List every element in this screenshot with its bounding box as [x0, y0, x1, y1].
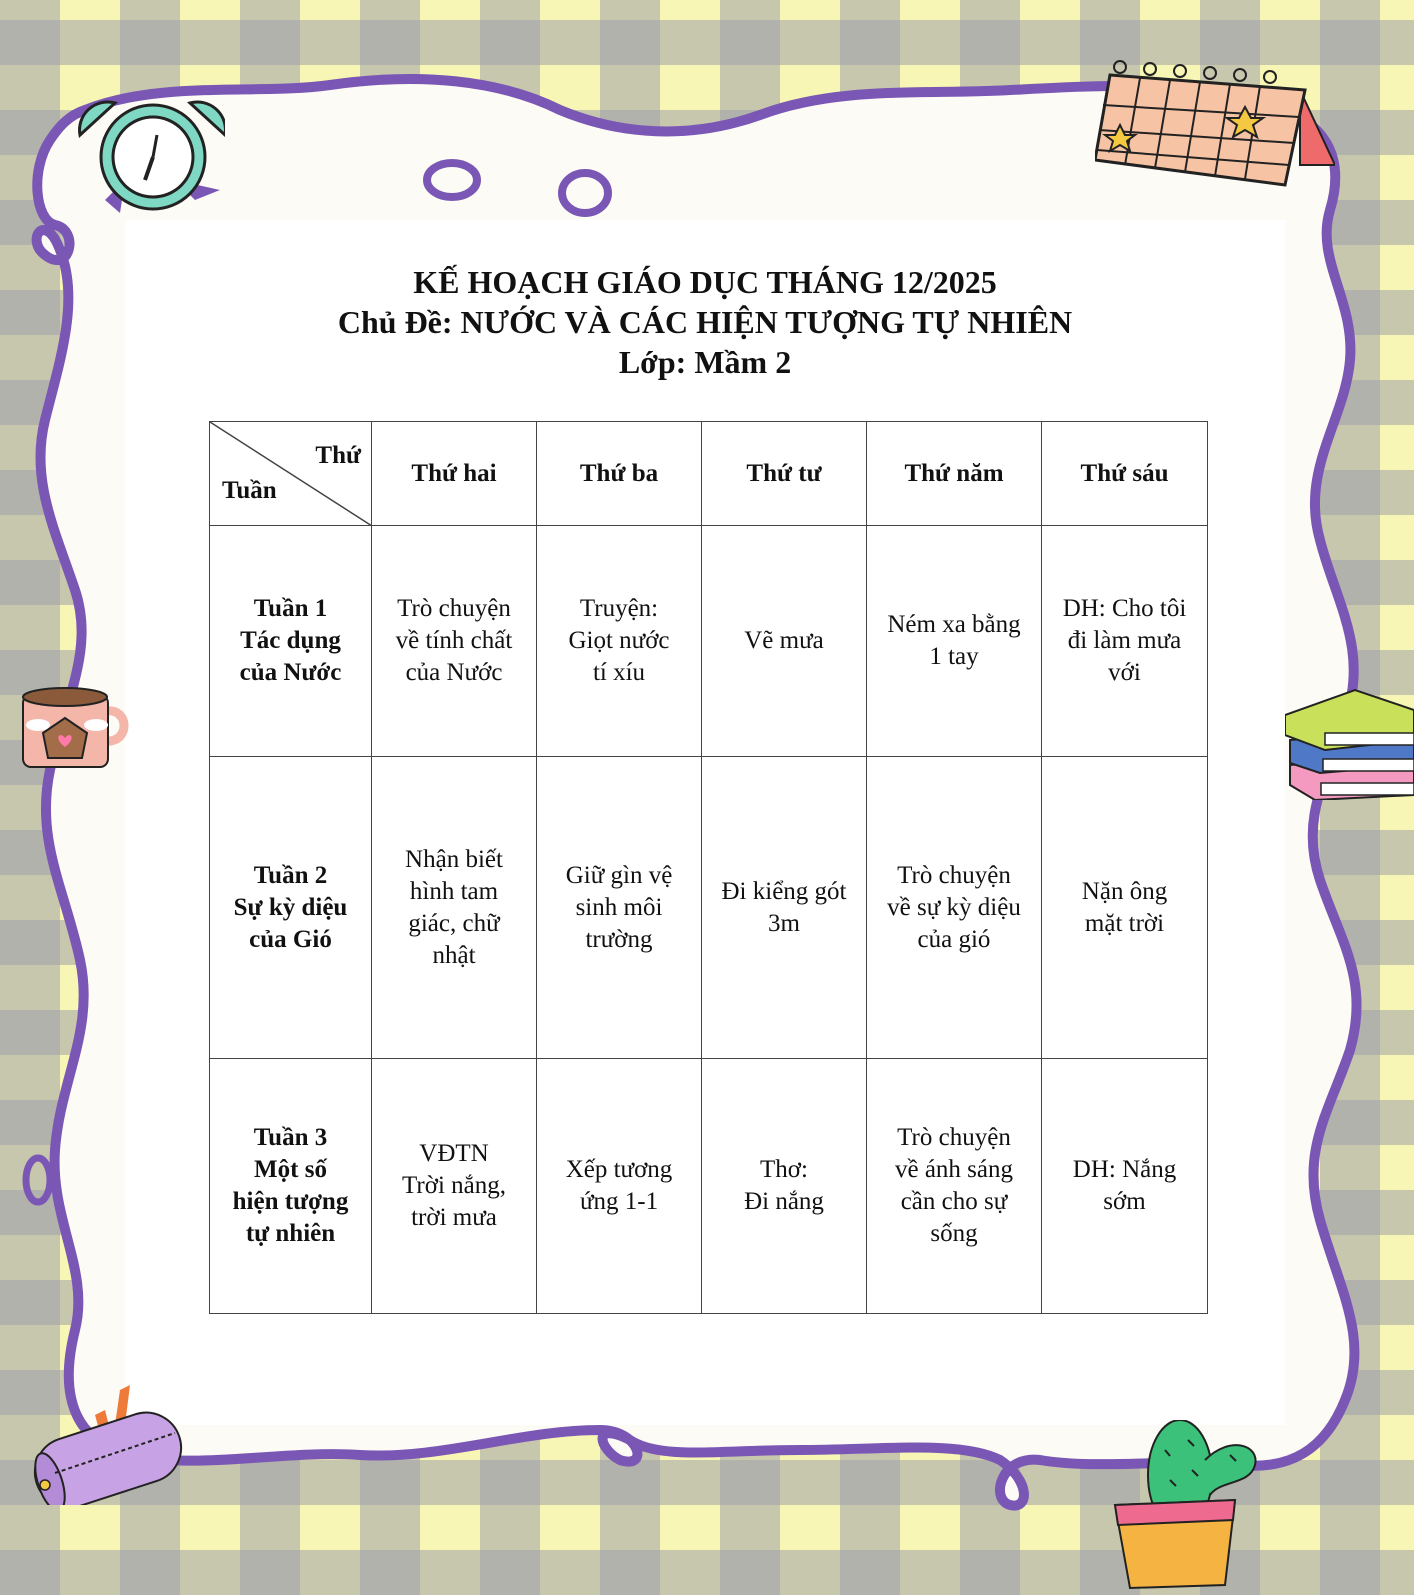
table-row [210, 1059, 1208, 1314]
schedule-table [209, 421, 1208, 1314]
corner-week-label: Tuần [222, 477, 277, 504]
alarm-clock-icon [75, 95, 225, 220]
day-header: Thứ năm [867, 422, 1042, 526]
day-header: Thứ tư [702, 422, 867, 526]
books-icon [1285, 685, 1414, 800]
table-row [210, 757, 1208, 1059]
activity-cell: DH: Cho tôi đi làm mưa với [1042, 526, 1208, 757]
pencil-case-icon [25, 1385, 190, 1505]
mug-icon [18, 683, 130, 771]
activity-cell: Nặn ông mặt trời [1042, 757, 1208, 1059]
activity-cell: Thơ: Đi nắng [702, 1059, 867, 1314]
cactus-icon [1110, 1420, 1275, 1590]
week-label: Tuần 1 Tác dụng của Nước [210, 526, 372, 757]
activity-cell: VĐTN Trời nắng, trời mưa [372, 1059, 537, 1314]
activity-cell: Đi kiểng gót 3m [702, 757, 867, 1059]
activity-cell: Trò chuyện về ánh sáng cần cho sự sống [867, 1059, 1042, 1314]
activity-cell: Ném xa bằng 1 tay [867, 526, 1042, 757]
week-label: Tuần 2 Sự kỳ diệu của Gió [210, 757, 372, 1059]
theme-title: Chủ Đề: NƯỚC VÀ CÁC HIỆN TƯỢNG TỰ NHIÊN [337, 304, 1073, 340]
corner-day-label: Thứ [315, 442, 361, 469]
plan-title: KẾ HOẠCH GIÁO DỤC THÁNG 12/2025 [413, 264, 997, 300]
activity-cell: Vẽ mưa [702, 526, 867, 757]
table-row [210, 526, 1208, 757]
day-header: Thứ sáu [1042, 422, 1208, 526]
activity-cell: Giữ gìn vệ sinh môi trường [537, 757, 702, 1059]
activity-cell: Trò chuyện về tính chất của Nước [372, 526, 537, 757]
diagonal-divider [210, 422, 372, 526]
class-title: Lớp: Mầm 2 [618, 344, 792, 380]
title-block [125, 262, 1285, 382]
activity-cell: DH: Nắng sớm [1042, 1059, 1208, 1314]
day-header: Thứ ba [537, 422, 702, 526]
activity-cell: Trò chuyện về sự kỳ diệu của gió [867, 757, 1042, 1059]
activity-cell: Xếp tương ứng 1-1 [537, 1059, 702, 1314]
day-header: Thứ hai [372, 422, 537, 526]
header-row [210, 422, 1208, 526]
calendar-icon [1095, 55, 1335, 190]
activity-cell: Nhận biết hình tam giác, chữ nhật [372, 757, 537, 1059]
activity-cell: Truyện: Giọt nước tí xíu [537, 526, 702, 757]
week-label: Tuần 3 Một số hiện tượng tự nhiên [210, 1059, 372, 1314]
corner-header [210, 422, 372, 526]
